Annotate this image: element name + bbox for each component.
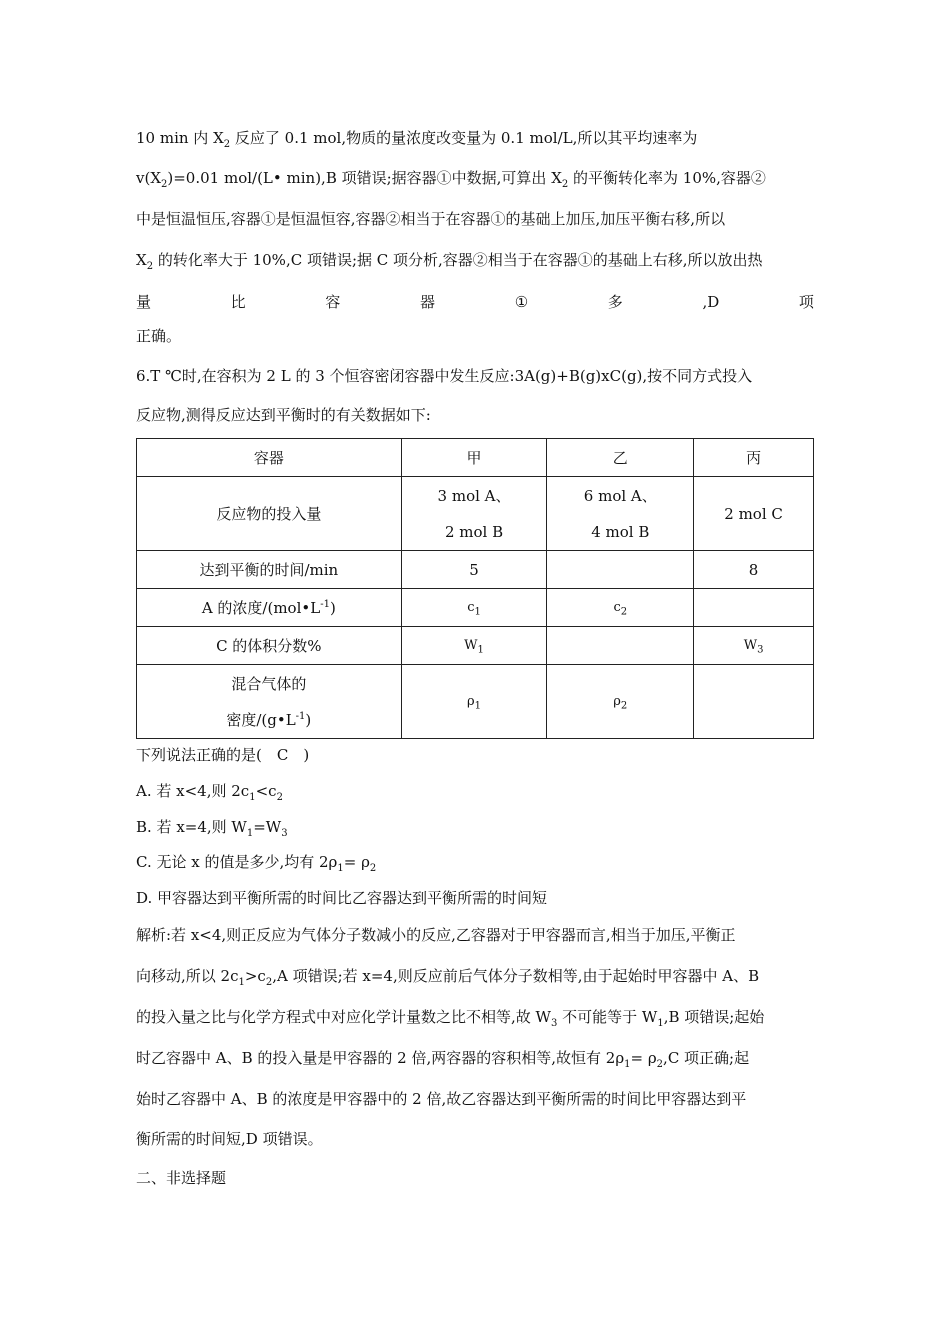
table-cell [547, 665, 694, 739]
text: 10 min 内 X [136, 129, 224, 147]
subscript: 3 [757, 644, 764, 656]
cell-line: 6 mol A、 [583, 486, 657, 505]
text: W [743, 638, 758, 653]
word: 项 [798, 293, 814, 311]
subscript: 1 [249, 792, 256, 803]
section-heading: 二、非选择题 [136, 1169, 227, 1187]
subscript: 2 [620, 606, 628, 618]
text: 向移动,所以 2c [136, 967, 239, 985]
text: ) [305, 710, 312, 729]
text: X [136, 251, 147, 269]
text: 的平衡转化率为 10%,容器② [568, 169, 766, 187]
header-cell: 乙 [547, 439, 694, 477]
subscript: 1 [474, 606, 481, 618]
table-cell [694, 589, 814, 627]
subscript: 1 [657, 1018, 664, 1029]
subscript: 1 [246, 828, 254, 839]
table-cell [401, 477, 547, 551]
analysis-line3 [136, 1007, 814, 1027]
superscript: -1 [295, 710, 306, 722]
table-cell [547, 551, 694, 589]
table-row [137, 665, 814, 739]
row-label: 达到平衡的时间/min [137, 551, 402, 589]
table-cell: 2 mol C [694, 477, 814, 551]
row-label [137, 589, 402, 627]
subscript: 2 [561, 179, 569, 190]
text: ) [329, 599, 336, 617]
text: A 的浓度/(mol•L [201, 599, 321, 617]
header-cell: 容器 [137, 439, 402, 477]
table-cell [401, 589, 547, 627]
text: <c [255, 782, 277, 800]
table-cell [694, 665, 814, 739]
word: 量 [136, 293, 152, 311]
text: = ρ [343, 853, 370, 871]
subscript: 2 [161, 179, 168, 190]
row-label [137, 665, 402, 739]
table-cell [547, 627, 694, 665]
cell-line: 4 mol B [591, 522, 650, 541]
analysis-line1: 解析:若 x<4,则正反应为气体分子数减小的反应,乙容器对于甲容器而言,相当于加压,平衡正 [136, 926, 736, 944]
row-label: 反应物的投入量 [137, 477, 402, 551]
text: 不可能等于 W [557, 1008, 658, 1026]
analysis-line4 [136, 1048, 814, 1068]
table-row [137, 589, 814, 627]
text: D. 甲容器达到平衡所需的时间比乙容器达到平衡所需的时间短 [136, 889, 548, 907]
text: C. 无论 x 的值是多少,均有 2ρ [136, 853, 338, 871]
table-cell: 5 [401, 551, 547, 589]
option-d [136, 888, 814, 908]
text: v(X [136, 169, 162, 187]
text: ρ [613, 694, 621, 709]
word: 多 [607, 293, 623, 311]
data-table [136, 438, 814, 739]
word: ① [514, 293, 529, 311]
subscript: 2 [276, 792, 283, 803]
cell-line: 混合气体的 [231, 674, 307, 693]
table-cell [694, 627, 814, 665]
analysis-line2 [136, 966, 814, 986]
text: >c [244, 967, 266, 985]
subscript: 1 [337, 863, 344, 874]
superscript: -1 [320, 599, 330, 610]
question-stem: 下列说法正确的是( C ) [136, 746, 310, 764]
analysis-line5: 始时乙容器中 A、B 的浓度是甲容器中的 2 倍,故乙容器达到平衡所需的时间比甲容器达到平 [136, 1090, 747, 1108]
para1-line2 [136, 168, 814, 188]
table-row [137, 627, 814, 665]
text: B. 若 x=4,则 W [136, 818, 247, 836]
text: ,B 项错误;起始 [663, 1008, 765, 1026]
text: 密度/(g•L [226, 710, 296, 729]
word: 容 [325, 293, 341, 311]
text: ρ [467, 694, 475, 709]
table-row [137, 551, 814, 589]
table-cell [401, 665, 547, 739]
subscript: 1 [477, 644, 484, 656]
subscript: 2 [265, 977, 273, 988]
text: 的投入量之比与化学方程式中对应化学计量数之比不相等,故 W [136, 1008, 551, 1026]
subscript: 3 [281, 828, 288, 839]
text: 的转化率大于 10%,C 项错误;据 C 项分析,容器②相当于在容器①的基础上右移,所以放出热 [153, 251, 763, 269]
q6-line1: 6.T ℃时,在容积为 2 L 的 3 个恒容密闭容器中发生反应:3A(g)+B(g)xC(g),按不同方式投入 [136, 367, 753, 385]
row-label: C 的体积分数% [137, 627, 402, 665]
subscript: 2 [223, 139, 231, 150]
option-c [136, 852, 814, 872]
q6-line2: 反应物,测得反应达到平衡时的有关数据如下: [136, 406, 431, 424]
word: ,D [702, 293, 720, 311]
cell-line: 2 mol B [444, 522, 504, 541]
table-cell [547, 589, 694, 627]
cell-line [137, 702, 401, 738]
header-cell: 丙 [694, 439, 814, 477]
text: W [464, 638, 478, 653]
analysis-line6: 衡所需的时间短,D 项错误。 [136, 1130, 323, 1148]
word: 器 [420, 293, 436, 311]
subscript: 2 [369, 863, 377, 874]
text: ,C 项正确;起 [663, 1049, 750, 1067]
table-cell: 8 [694, 551, 814, 589]
subscript: 1 [474, 700, 482, 712]
subscript: 3 [550, 1018, 558, 1029]
para1-line5 [136, 292, 814, 312]
subscript: 2 [620, 700, 628, 712]
text: 时乙容器中 A、B 的投入量是甲容器的 2 倍,两容器的容积相等,故恒有 2ρ [136, 1049, 625, 1067]
header-cell: 甲 [401, 439, 547, 477]
table-row [137, 477, 814, 551]
subscript: 2 [656, 1059, 664, 1070]
table-header-row [137, 439, 814, 477]
word: 比 [230, 293, 246, 311]
text: A. 若 x<4,则 2c [136, 782, 250, 800]
para1-line6: 正确。 [136, 327, 182, 345]
text: )=0.01 mol/(L• min),B 项错误;据容器①中数据,可算出 X [167, 169, 562, 187]
subscript: 2 [146, 261, 154, 272]
option-a [136, 781, 814, 801]
text: c [613, 600, 621, 615]
option-b [136, 817, 814, 837]
subscript: 1 [624, 1059, 631, 1070]
text: ,A 项错误;若 x=4,则反应前后气体分子数相等,由于起始时甲容器中 A、B [272, 967, 760, 985]
cell-line: 3 mol A、 [437, 486, 511, 505]
para1-line3: 中是恒温恒压,容器①是恒温恒容,容器②相当于在容器①的基础上加压,加压平衡右移,所以 [136, 210, 726, 228]
para1-line4 [136, 250, 814, 270]
table-cell [547, 477, 694, 551]
para1-line1 [136, 128, 814, 148]
text: =W [253, 818, 282, 836]
text: = ρ [630, 1049, 657, 1067]
subscript: 1 [238, 977, 245, 988]
text: 反应了 0.1 mol,物质的量浓度改变量为 0.1 mol/L,所以其平均速率为 [230, 129, 698, 147]
table-cell [401, 627, 547, 665]
text: c [467, 600, 475, 615]
